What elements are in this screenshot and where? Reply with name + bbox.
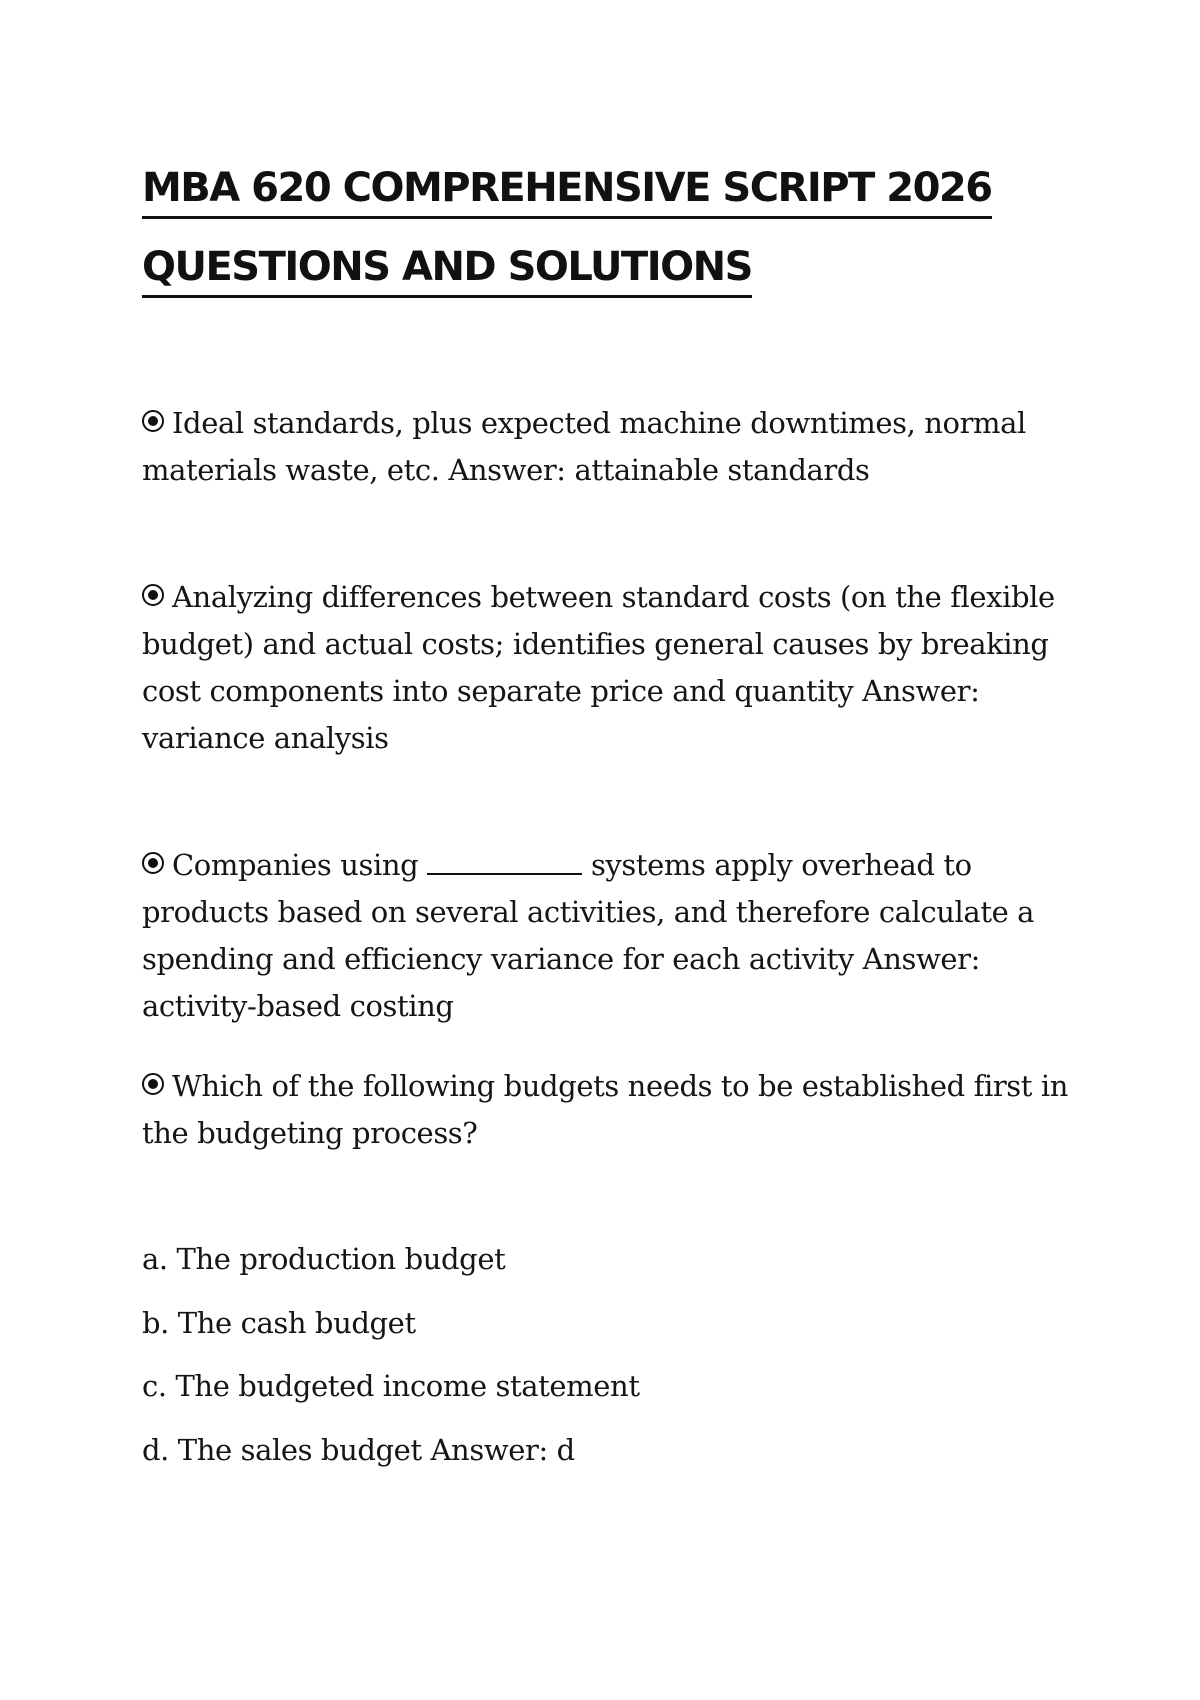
- question-4-text: Which of the following budgets needs to be established first in the budgeting process?: [142, 1069, 1068, 1150]
- radio-bullet-icon: [142, 1073, 164, 1095]
- title-line-1: MBA 620 COMPREHENSIVE SCRIPT 2026: [142, 160, 992, 219]
- question-2-text: Analyzing differences between standard costs (on the flexible budget) and actual costs; identifies general causes by breaking cost components into separate price and quantity Answer: variance analysis: [142, 580, 1055, 755]
- title-line-2: QUESTIONS AND SOLUTIONS: [142, 239, 752, 298]
- radio-bullet-icon: [142, 852, 164, 874]
- option-d: d. The sales budget Answer: d: [142, 1433, 575, 1467]
- question-3: [142, 842, 1092, 1030]
- question-1: [142, 400, 1092, 494]
- option-b: b. The cash budget: [142, 1306, 416, 1340]
- question-1-text: Ideal standards, plus expected machine downtimes, normal materials waste, etc. Answer: attainable standards: [142, 406, 1026, 487]
- option-c: c. The budgeted income statement: [142, 1369, 640, 1403]
- option-a: a. The production budget: [142, 1242, 506, 1276]
- question-3-text-before: Companies using: [172, 848, 419, 882]
- question-3-text-after: systems apply overhead to products based on several activities, and therefore calculate a spending and efficiency variance for each activity Answer: activity-based costing: [142, 848, 1035, 1023]
- document-title: [142, 152, 1092, 310]
- radio-bullet-icon: [142, 584, 164, 606]
- question-4: [142, 1063, 1092, 1157]
- radio-bullet-icon: [142, 410, 164, 432]
- question-2: [142, 574, 1092, 762]
- fill-in-blank: [427, 847, 582, 875]
